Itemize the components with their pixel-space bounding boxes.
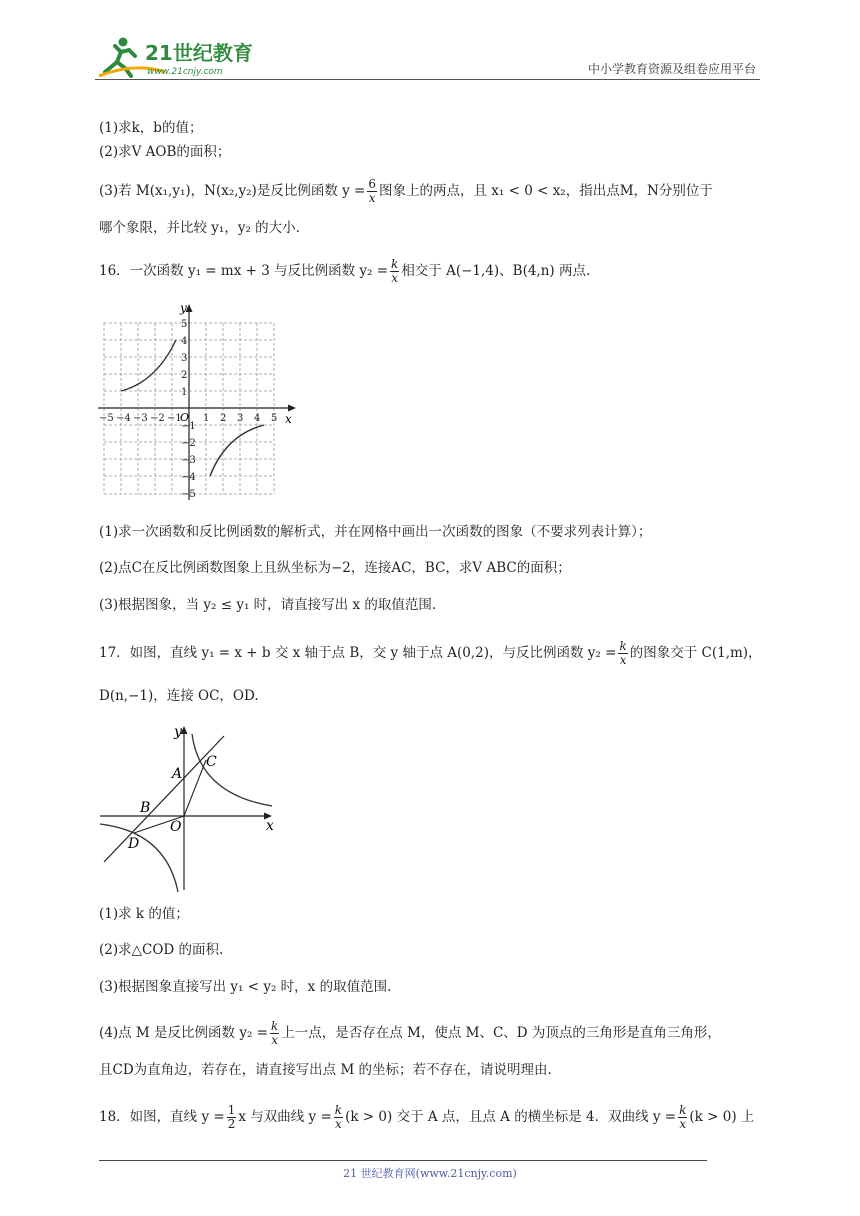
y-axis-label: y [180,301,187,315]
page-header [95,30,760,82]
q17-part4-cont: 且CD为直角边，若存在，请直接写出点 M 的坐标；若不存在，请说明理由. [99,1062,552,1078]
svg-text:21世纪教育: 21世纪教育 [145,41,253,65]
origin-label: O [170,819,182,835]
origin-label: O [180,411,190,424]
fraction: $\frac{k}{x}$ [619,639,627,667]
q17-part3: (3)根据图象直接写出 y₁ < y₂ 时，x 的取值范围. [99,979,392,995]
q17-part1: (1)求 k 的值； [99,906,189,922]
svg-text:−1: −1 [167,413,182,424]
x-axis-label: x [285,412,292,426]
svg-text:4: 4 [254,413,261,424]
svg-text:1: 1 [181,387,188,398]
q15-part3: (3)若 M(x₁,y₁)，N(x₂,y₂)是反比例函数 y = $\frac{6}{x}$ 图象上的两点，且 x₁ < 0 < x₂，指出点M，N分别位于 [99,177,713,205]
fraction: $\frac{6}{x}$ [368,177,376,205]
point-A-label: A [172,766,183,782]
svg-text:1: 1 [203,413,210,424]
y-tick-labels [181,319,196,500]
hyperbola-branch-left [100,824,178,892]
footer-divider [99,1160,707,1161]
svg-text:−3: −3 [181,455,196,466]
point-B-label: B [140,800,151,816]
q17-part2: (2)求△COD 的面积. [99,942,224,958]
fraction: $\frac{k}{x}$ [679,1103,687,1131]
q18-stem: 18．如图，直线 y = $\frac{1}{2}$ x 与双曲线 y = $\frac{k}{x}$ (k > 0) 交于 A 点，且点 A 的横坐标是 4．双曲线 y = $\frac{k}{x}$ (k > 0) 上 [99,1103,755,1131]
q16-part1: (1)求一次函数和反比例函数的解析式，并在网格中画出一次函数的图象（不要求列表计算）； [99,524,652,540]
svg-text:−1: −1 [181,421,196,432]
q15-part1: (1)求k，b的值； [99,120,203,136]
q16-part2: (2)点C在反比例函数图象上且纵坐标为−2，连接AC，BC，求V ABC的面积； [99,560,571,576]
fraction: $\frac{k}{x}$ [391,257,399,285]
svg-text:−2: −2 [181,438,196,449]
q17-stem: 17．如图，直线 y₁ = x + b 交 x 轴于点 B，交 y 轴于点 A(0,2)，与反比例函数 y₂ = $\frac{k}{x}$ 的图象交于 C(1,m)， [99,639,762,667]
y-label: y [174,724,182,740]
point-C-label: C [206,754,217,770]
hyperbola-branch-left [121,340,176,391]
q17-part4: (4)点 M 是反比例函数 y₂ = $\frac{k}{x}$ 上一点，是否存在点 M，使点 M、C、D 为顶点的三角形是直角三角形， [99,1019,721,1047]
hyperbola-branch-right [210,425,264,476]
q15-part3-cont: 哪个象限，并比较 y₁，y₂ 的大小. [99,220,300,236]
svg-text:−5: −5 [99,413,114,424]
fraction: $\frac{k}{x}$ [270,1019,279,1047]
point-D-label: D [128,836,140,852]
svg-text:2: 2 [181,370,188,381]
q16-stem: 16．一次函数 y₁ = mx + 3 与反比例函数 y₂ = $\frac{k}{x}$ 相交于 A(−1,4)、B(4,n) 两点. [99,257,591,285]
platform-name: 中小学教育资源及组卷应用平台 [587,62,756,76]
q16-grid-graph [96,300,306,502]
hyperbola-branch-right [192,734,272,806]
segment-OC [184,760,206,816]
svg-text:2: 2 [220,413,227,424]
header-divider [95,79,760,80]
svg-text:5: 5 [181,319,188,330]
svg-text:4: 4 [181,336,188,347]
fraction: $\frac{1}{2}$ [227,1103,236,1131]
svg-text:5: 5 [271,413,278,424]
fraction: $\frac{k}{x}$ [334,1103,343,1131]
q15-part2: (2)求V AOB的面积； [99,144,231,160]
svg-text:−2: −2 [150,413,165,424]
svg-text:3: 3 [237,413,244,424]
svg-text:3: 3 [181,353,188,364]
site-logo [95,32,265,80]
svg-text:www.21cnjy.com: www.21cnjy.com [147,67,223,77]
svg-text:−5: −5 [181,489,196,500]
x-label: x [266,818,274,834]
x-axis-arrow [288,405,296,412]
svg-text:−3: −3 [133,413,148,424]
svg-text:−4: −4 [116,413,131,424]
q16-part3: (3)根据图象，当 y₂ ≤ y₁ 时，请直接写出 x 的取值范围. [99,597,437,613]
svg-text:−4: −4 [181,472,196,483]
q17-stem-cont: D(n,−1)，连接 OC，OD. [99,688,259,704]
q17-figure [96,720,286,895]
footer-link[interactable]: 21 世纪教育网(www.21cnjy.com) [343,1167,517,1180]
